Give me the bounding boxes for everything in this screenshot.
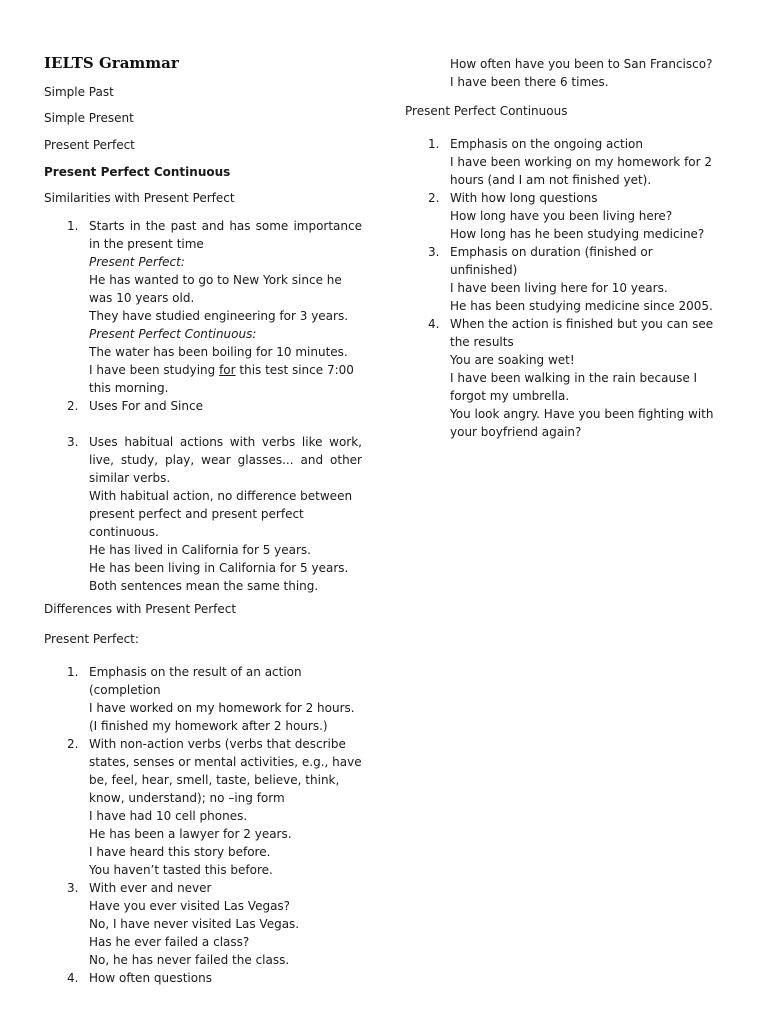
example-sentence: No, he has never failed the class. bbox=[89, 953, 290, 967]
list-item-lead: Emphasis on duration (finished or unfinished) bbox=[450, 245, 653, 277]
example-label: Present Perfect Continuous: bbox=[89, 327, 257, 341]
document-title: IELTS Grammar bbox=[44, 54, 179, 72]
example-sentence: He has been living in California for 5 years. bbox=[89, 561, 349, 575]
present-perfect-heading: Present Perfect: bbox=[44, 632, 139, 646]
differences-list bbox=[44, 663, 362, 987]
example-sentence bbox=[89, 361, 362, 397]
example-sentence: He has been a lawyer for 2 years. bbox=[89, 827, 292, 841]
list-item-lead: Uses For and Since bbox=[89, 399, 203, 413]
list-item-lead: Emphasis on the result of an action (completion bbox=[89, 665, 302, 697]
sentence-part: this test since 7:00 this morning. bbox=[89, 363, 354, 395]
underlined-word: for bbox=[219, 363, 236, 377]
example-sentence: The water has been boiling for 10 minutes. bbox=[89, 345, 348, 359]
example-sentence: He has lived in California for 5 years. bbox=[89, 543, 311, 557]
ppc-list bbox=[405, 135, 723, 441]
topic-present-perfect-continuous: Present Perfect Continuous bbox=[44, 165, 231, 179]
list-number: 1. bbox=[428, 137, 440, 151]
topic-simple-past: Simple Past bbox=[44, 85, 114, 99]
list-number: 3. bbox=[67, 435, 79, 449]
example-sentence: You are soaking wet! bbox=[450, 353, 575, 367]
similarity-item-2 bbox=[44, 397, 362, 415]
list-number: 3. bbox=[428, 245, 440, 259]
example-label: Present Perfect: bbox=[89, 255, 185, 269]
list-number: 2. bbox=[428, 191, 440, 205]
example-sentence: With habitual action, no difference between present perfect and present perfect continuous. bbox=[89, 489, 353, 539]
list-item-lead: Emphasis on the ongoing action bbox=[450, 137, 643, 151]
continued-question-block bbox=[450, 55, 730, 91]
example-sentence: Both sentences mean the same thing. bbox=[89, 579, 319, 593]
example-sentence: I have been there 6 times. bbox=[450, 75, 609, 89]
difference-item-4 bbox=[44, 969, 362, 987]
list-item-lead: With ever and never bbox=[89, 881, 212, 895]
ppc-item-3 bbox=[405, 243, 723, 315]
list-item-lead: With how long questions bbox=[450, 191, 598, 205]
difference-item-2 bbox=[44, 735, 362, 879]
example-sentence: I have worked on my homework for 2 hours. (I finished my homework after 2 hours.) bbox=[89, 701, 355, 733]
example-sentence: I have been working on my homework for 2 hours (and I am not finished yet). bbox=[450, 155, 713, 187]
ppc-heading: Present Perfect Continuous bbox=[405, 104, 568, 118]
sentence-part: I have been studying bbox=[89, 363, 220, 377]
example-sentence: They have studied engineering for 3 years. bbox=[89, 309, 349, 323]
similarities-heading: Similarities with Present Perfect bbox=[44, 191, 235, 205]
difference-item-1 bbox=[44, 663, 362, 735]
list-number: 2. bbox=[67, 737, 79, 751]
example-sentence: You look angry. Have you been fighting with your boyfriend again? bbox=[450, 407, 714, 439]
ppc-item-4 bbox=[405, 315, 723, 441]
similarities-list bbox=[44, 217, 362, 595]
list-item-lead: Uses habitual actions with verbs like work, live, study, play, wear glasses... and other similar verbs. bbox=[89, 435, 362, 485]
list-number: 1. bbox=[67, 219, 79, 233]
differences-heading: Differences with Present Perfect bbox=[44, 602, 237, 616]
list-number: 2. bbox=[67, 399, 79, 413]
example-sentence: Have you ever visited Las Vegas? bbox=[89, 899, 291, 913]
example-sentence: I have had 10 cell phones. bbox=[89, 809, 248, 823]
topic-present-perfect: Present Perfect bbox=[44, 138, 135, 152]
example-sentence: You haven’t tasted this before. bbox=[89, 863, 273, 877]
list-number: 4. bbox=[428, 317, 440, 331]
list-number: 1. bbox=[67, 665, 79, 679]
example-sentence: How often have you been to San Francisco? bbox=[450, 57, 713, 71]
example-sentence: I have been walking in the rain because I forgot my umbrella. bbox=[450, 371, 698, 403]
similarity-item-3 bbox=[44, 433, 362, 595]
example-sentence: I have heard this story before. bbox=[89, 845, 271, 859]
list-item-lead: When the action is finished but you can see the results bbox=[450, 317, 714, 349]
list-item-lead: With non-action verbs (verbs that describe states, senses or mental activities, e.g., have be, feel, hear, smell, taste, believe, think, know, understand); no –ing form bbox=[89, 737, 362, 805]
example-sentence: Has he ever failed a class? bbox=[89, 935, 250, 949]
example-sentence: How long have you been living here? bbox=[450, 209, 673, 223]
example-sentence: He has been studying medicine since 2005. bbox=[450, 299, 713, 313]
example-sentence: He has wanted to go to New York since he was 10 years old. bbox=[89, 273, 342, 305]
difference-item-3 bbox=[44, 879, 362, 969]
ppc-item-2 bbox=[405, 189, 723, 243]
list-item-lead: How often questions bbox=[89, 971, 212, 985]
list-item-lead: Starts in the past and has some importance in the present time bbox=[89, 219, 362, 251]
example-sentence: No, I have never visited Las Vegas. bbox=[89, 917, 300, 931]
similarity-item-1 bbox=[44, 217, 362, 397]
example-sentence: I have been living here for 10 years. bbox=[450, 281, 668, 295]
topic-simple-present: Simple Present bbox=[44, 111, 134, 125]
list-number: 3. bbox=[67, 881, 79, 895]
example-sentence: How long has he been studying medicine? bbox=[450, 227, 705, 241]
list-number: 4. bbox=[67, 971, 79, 985]
ppc-item-1 bbox=[405, 135, 723, 189]
